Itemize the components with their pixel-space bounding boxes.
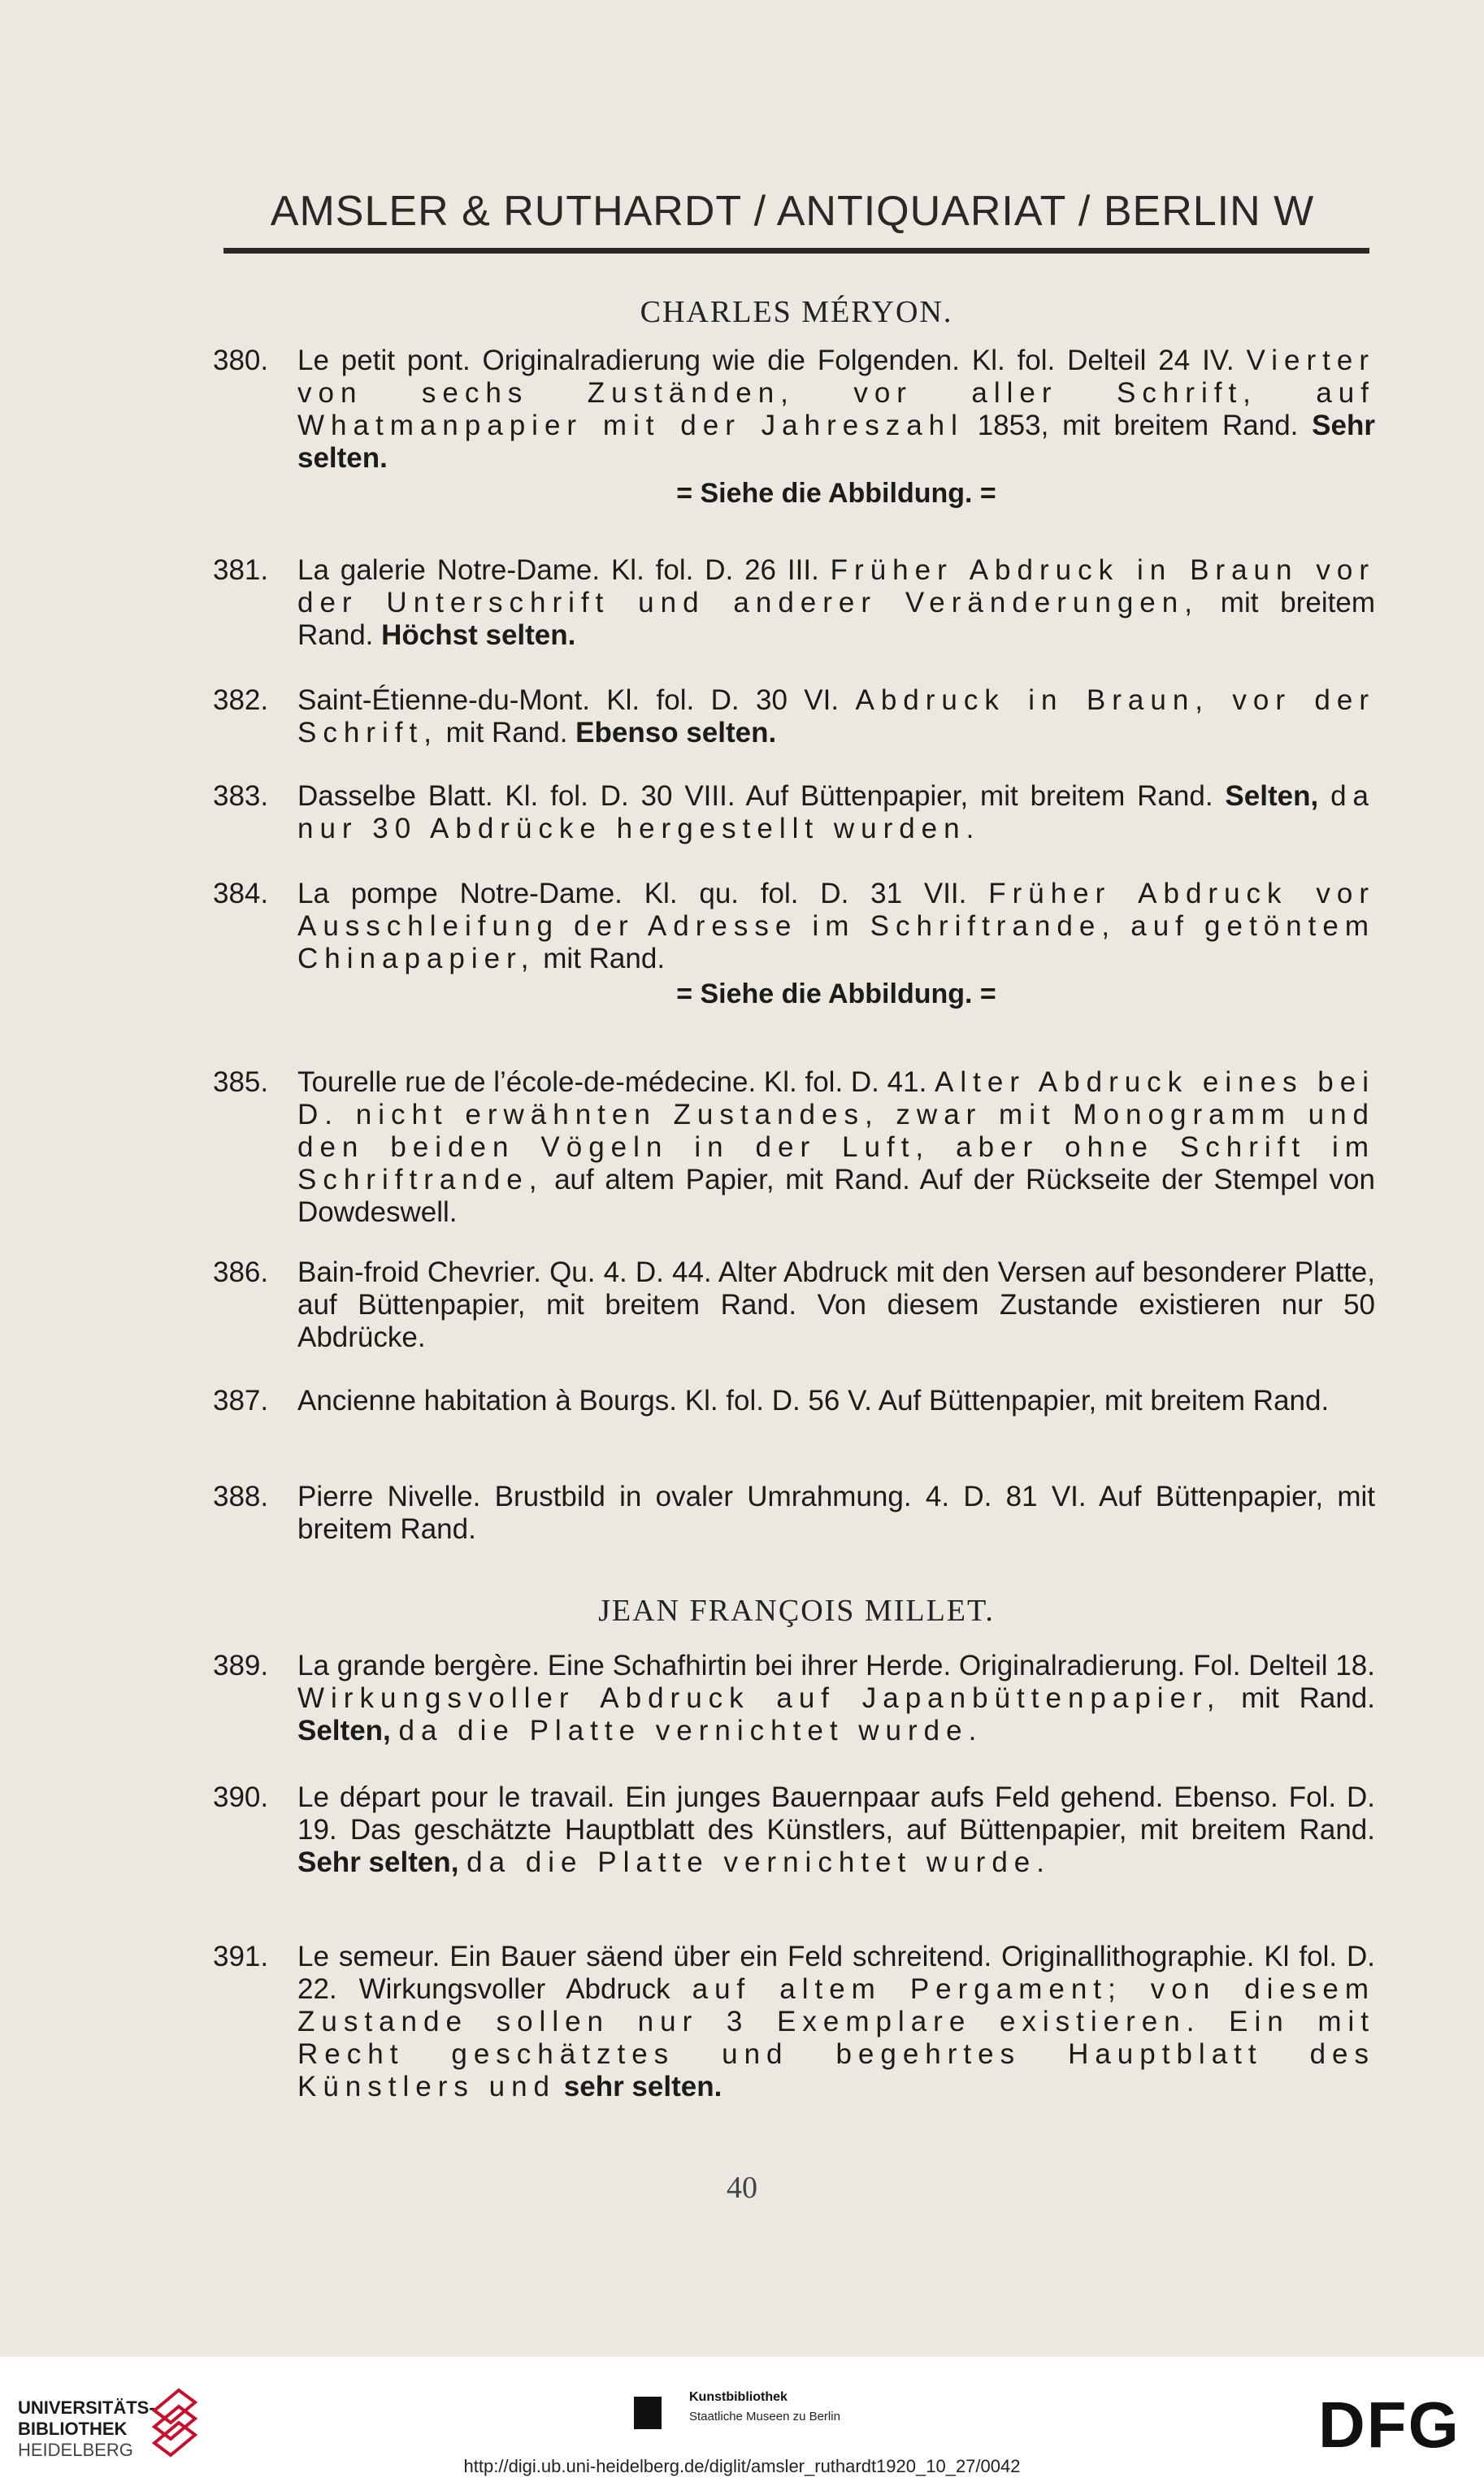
kunstbibliothek-mark-icon: [634, 2397, 662, 2429]
entry-number: 385.: [213, 1066, 269, 1098]
entry-text: Pierre Nivelle. Brustbild in ovaler Umrahmung. 4. D. 81 VI. Auf Büttenpapier, mit breitem Rand.: [297, 1481, 1375, 1545]
entry-text: Tourelle rue de l’école-de-médecine. Kl. fol. D. 41. Alter Abdruck eines bei D. nicht erwähnten Zustandes, zwar mit Monogramm und den beiden Vögeln in der Luft, aber ohne Schrift im Schriftrande, auf altem Papier, mit Rand. Auf der Rückseite der Stempel von Dowdeswell.: [297, 1066, 1376, 1228]
kunstbibliothek-logo[interactable]: [634, 2385, 878, 2442]
entry-text: Bain-froid Chevrier. Qu. 4. D. 44. Alter Abdruck mit den Versen auf besonderer Platte, auf Büttenpapier, mit breitem Rand. Von diesem Zustande existieren nur 50 Abdrücke.: [297, 1256, 1375, 1353]
permalink-url[interactable]: http://digi.ub.uni-heidelberg.de/diglit/amsler_ruthardt1920_10_27/0042: [463, 2456, 1021, 2476]
entry-text: La galerie Notre-Dame. Kl. fol. D. 26 III. Früher Abdruck in Braun vor der Unterschrift und anderer Veränderungen, mit breitem Rand. Höchst selten.: [297, 554, 1375, 651]
entry-number: 380.: [213, 345, 269, 376]
entry-number: 390.: [213, 1781, 269, 1813]
see-illustration-note: = Siehe die Abbildung. =: [676, 478, 996, 509]
entry-382: [213, 684, 1375, 749]
see-illustration-note: = Siehe die Abbildung. =: [676, 978, 996, 1009]
entry-391: [213, 1941, 1375, 2103]
entry-number: 391.: [213, 1941, 269, 1972]
ub-heidelberg-logo[interactable]: [18, 2397, 155, 2461]
page-header: AMSLER & RUTHARDT / ANTIQUARIAT / BERLIN W: [270, 188, 1315, 235]
entry-text: Ancienne habitation à Bourgs. Kl. fol. D. 56 V. Auf Büttenpapier, mit breitem Rand.: [297, 1385, 1330, 1417]
entry-383: [213, 780, 1375, 845]
entry-text: Saint-Étienne-du-Mont. Kl. fol. D. 30 VI. Abdruck in Braun, vor der Schrift, mit Rand. Ebenso selten.: [297, 684, 1375, 749]
kb-line-2: Staatliche Museen zu Berlin: [689, 2410, 840, 2423]
section-title-meryon: CHARLES MÉRYON.: [640, 295, 953, 329]
entry-number: 384.: [213, 878, 269, 909]
entry-number: 389.: [213, 1650, 269, 1681]
entry-380: [213, 345, 1375, 512]
entry-number: 388.: [213, 1481, 269, 1512]
ub-logo-line-3: HEIDELBERG: [18, 2440, 133, 2460]
entry-389: [213, 1650, 1375, 1747]
entry-number: 383.: [213, 780, 269, 812]
entry-text: Le départ pour le travail. Ein junges Bauernpaar aufs Feld gehend. Ebenso. Fol. D. 19. Das geschätzte Hauptblatt des Künstlers, auf Büttenpapier, mit breitem Rand. Sehr selten, da die Platte vernichtet wurde.: [297, 1781, 1375, 1878]
entry-text: Le petit pont. Originalradierung wie die Folgenden. Kl. fol. Delteil 24 IV. Vierter von sechs Zuständen, vor aller Schrift, auf Whatmanpapier mit der Jahreszahl 1853, mit breitem Rand. Sehr selten.: [297, 345, 1375, 474]
entry-390: [213, 1781, 1375, 1879]
page-number: 40: [727, 2171, 757, 2205]
kb-line-1: Kunstbibliothek: [689, 2390, 788, 2404]
entry-text: Dasselbe Blatt. Kl. fol. D. 30 VIII. Auf Büttenpapier, mit breitem Rand. Selten, da nur 30 Abdrücke hergestellt wurden.: [297, 780, 1375, 844]
entry-381: [213, 554, 1375, 652]
section-title-millet: JEAN FRANÇOIS MILLET.: [598, 1594, 995, 1628]
ub-logo-line-2: BIBLIOTHEK: [18, 2419, 128, 2439]
dfg-logo[interactable]: DFG: [1318, 2389, 1460, 2461]
entry-text: La pompe Notre-Dame. Kl. qu. fol. D. 31 VII. Früher Abdruck vor Ausschleifung der Adresse im Schriftrande, auf getöntem Chinapapier, mit Rand.: [297, 878, 1375, 974]
entry-number: 382.: [213, 684, 269, 716]
ub-emblem-icon: [146, 2386, 203, 2459]
entry-number: 381.: [213, 554, 269, 586]
entry-388: [213, 1481, 1375, 1546]
entry-384: [213, 878, 1375, 1013]
entry-number: 386.: [213, 1256, 269, 1288]
entry-387: [213, 1385, 1375, 1417]
entry-385: [213, 1066, 1375, 1229]
header-rule: [223, 248, 1369, 254]
entry-text: Le semeur. Ein Bauer säend über ein Feld schreitend. Originallithographie. Kl fol. D. 22. Wirkungsvoller Abdruck auf altem Pergament; von diesem Zustande sollen nur 3 Exemplare existieren. Ein mit Recht geschätztes und begehrtes Hauptblatt des Künstlers und sehr selten.: [297, 1941, 1375, 2102]
entry-text: La grande bergère. Eine Schafhirtin bei ihrer Herde. Originalradierung. Fol. Delteil 18. Wirkungsvoller Abdruck auf Japanbüttenpapier, mit Rand. Selten, da die Platte vernichtet wurde.: [297, 1650, 1375, 1747]
ub-logo-line-1: UNIVERSITÄTS-: [18, 2397, 155, 2418]
entry-number: 387.: [213, 1385, 269, 1417]
entry-386: [213, 1256, 1375, 1354]
